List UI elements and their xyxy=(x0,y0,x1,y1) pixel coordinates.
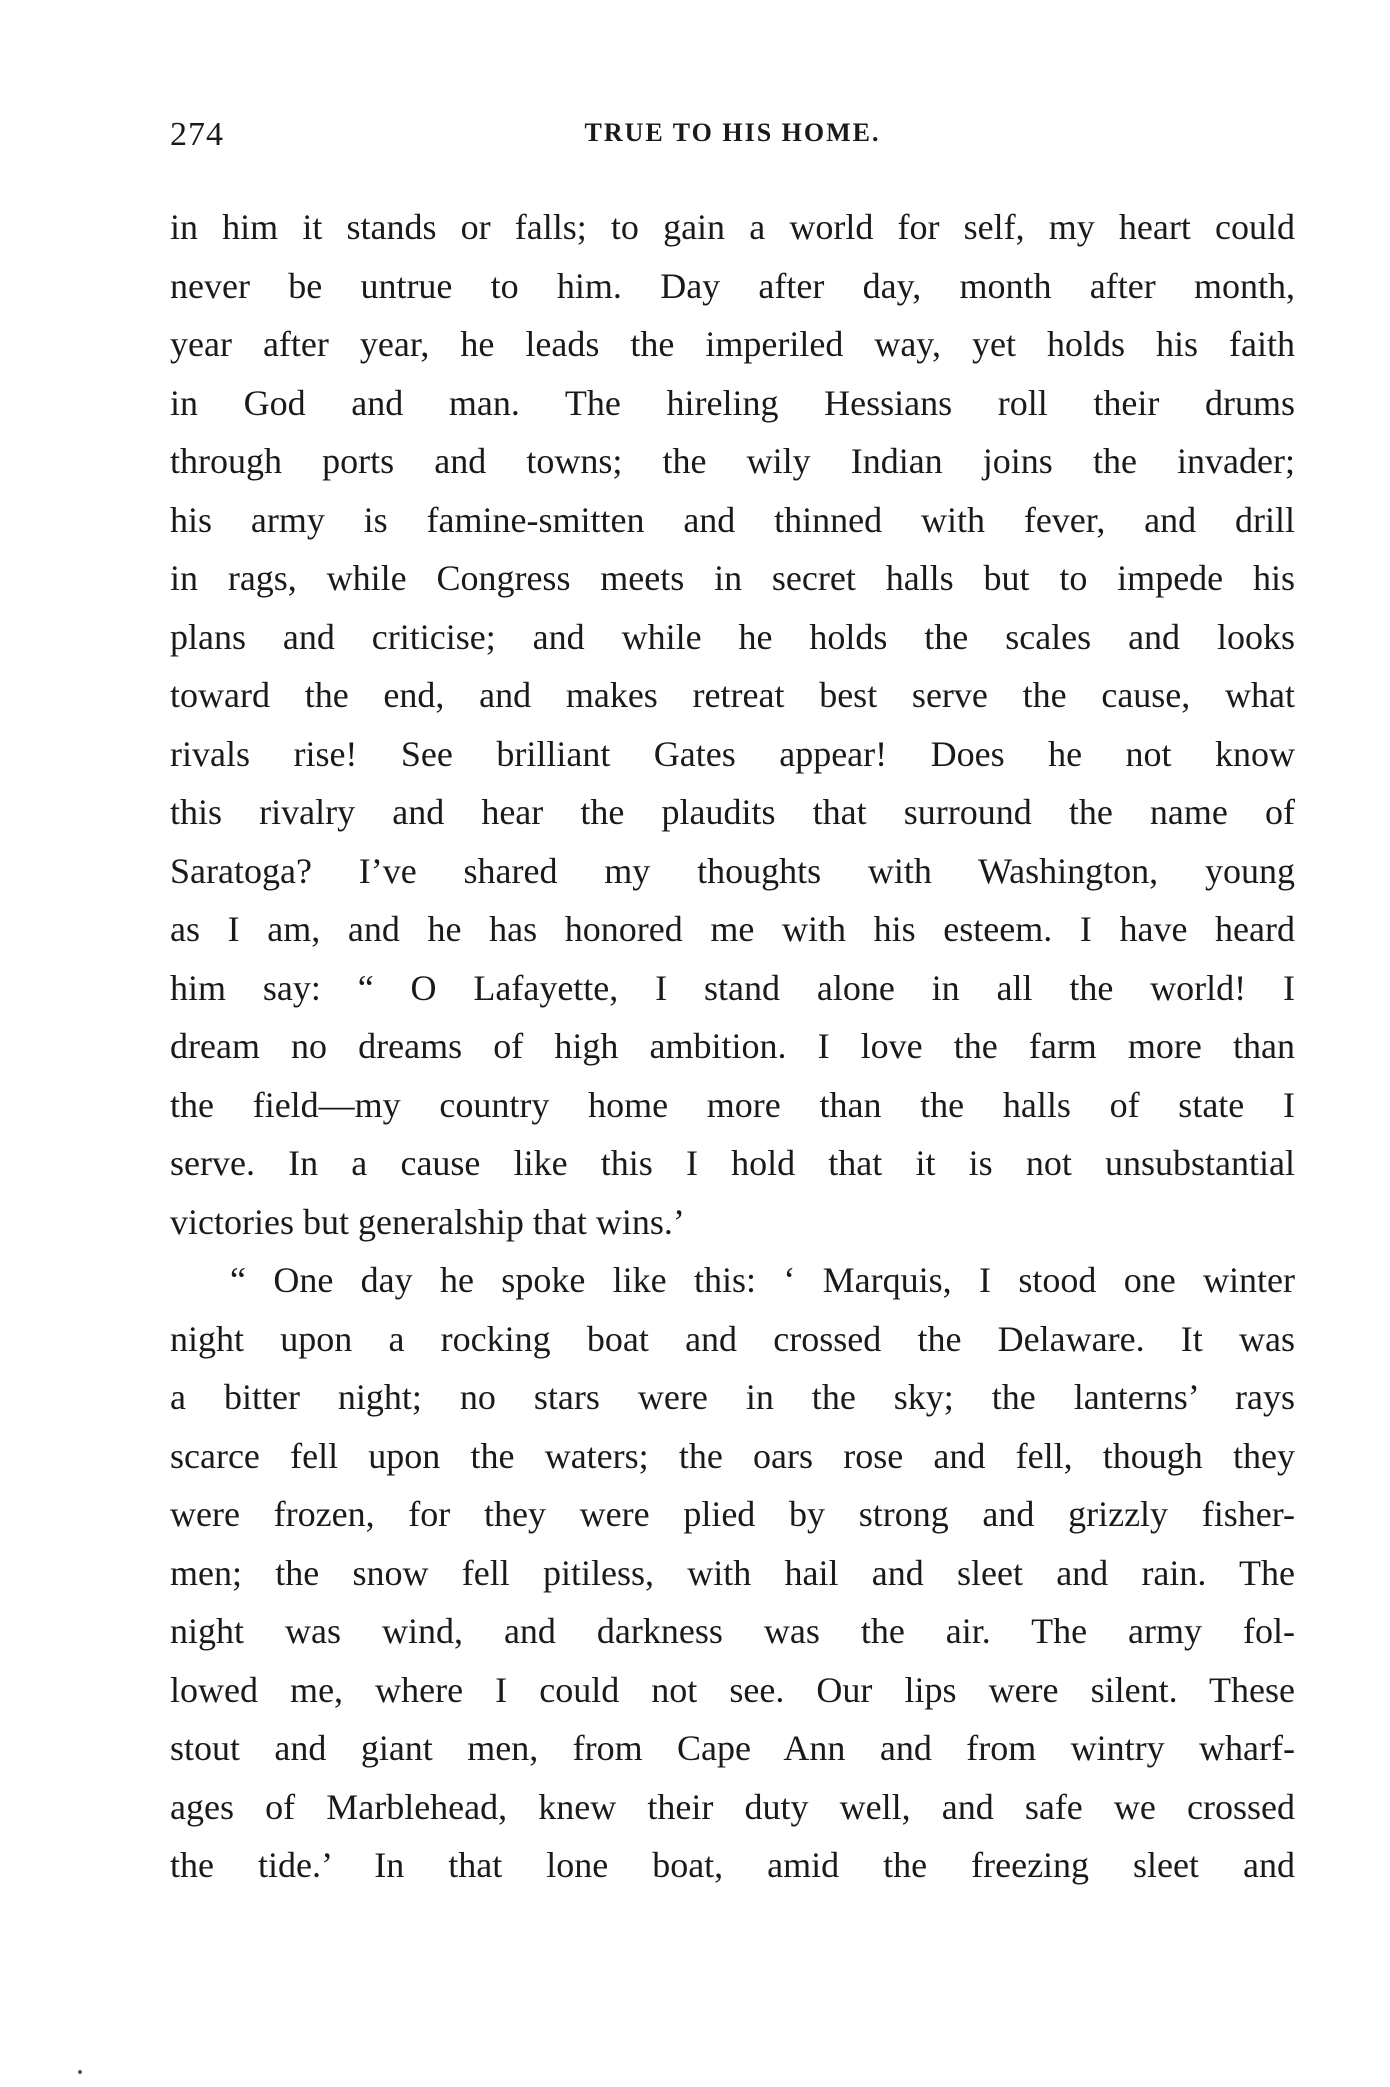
text-line: night upon a rocking boat and crossed the Delaware. It was xyxy=(170,1318,1295,1359)
text-line: the field—my country home more than the halls of state I xyxy=(170,1084,1295,1125)
paragraph-start-line: “ One day he spoke like this: ‘ Marquis, I stood one winter xyxy=(230,1260,1295,1300)
text-line: through ports and towns; the wily Indian joins the invader; xyxy=(170,441,1295,481)
text-line: Saratoga? I’ve shared my thoughts with Washington, young xyxy=(170,850,1295,891)
text-line: in him it stands or falls; to gain a world for self, my heart could xyxy=(170,207,1295,247)
text-line: scarce fell upon the waters; the oars rose and fell, though they xyxy=(170,1435,1295,1476)
text-line: in rags, while Congress meets in secret halls but to impede his xyxy=(170,558,1295,598)
text-line: ages of Marblehead, knew their duty well, and safe we crossed xyxy=(170,1786,1295,1827)
text-line: a bitter night; no stars were in the sky; the lanterns’ rays xyxy=(170,1377,1295,1417)
text-line: men; the snow fell pitiless, with hail and sleet and rain. The xyxy=(170,1552,1295,1593)
text-line: plans and criticise; and while he holds the scales and looks xyxy=(170,616,1295,657)
text-line: the tide.’ In that lone boat, amid the freezing sleet and xyxy=(170,1845,1295,1885)
text-line: in God and man. The hireling Hessians roll their drums xyxy=(170,382,1295,423)
text-line: serve. In a cause like this I hold that it is not unsubstantial xyxy=(170,1143,1295,1183)
text-line: dream no dreams of high ambition. I love the farm more than xyxy=(170,1026,1295,1066)
running-title: TRUE TO HIS HOME. xyxy=(584,118,881,147)
page-number: 274 xyxy=(170,116,224,153)
text-line: year after year, he leads the imperiled way, yet holds his faith xyxy=(170,324,1295,364)
text-line: night was wind, and darkness was the air. The army fol- xyxy=(170,1611,1295,1651)
body-text xyxy=(170,198,1295,1895)
text-line: him say: “ O Lafayette, I stand alone in all the world! I xyxy=(170,967,1295,1008)
text-line: stout and giant men, from Cape Ann and from wintry wharf- xyxy=(170,1728,1295,1768)
text-line: were frozen, for they were plied by strong and grizzly fisher- xyxy=(170,1494,1295,1534)
paragraph-end-line: victories but generalship that wins.’ xyxy=(170,1201,685,1242)
text-line: rivals rise! See brilliant Gates appear! Does he not know xyxy=(170,733,1295,774)
text-line: toward the end, and makes retreat best serve the cause, what xyxy=(170,675,1295,715)
text-line: never be untrue to him. Day after day, month after month, xyxy=(170,265,1295,306)
scan-speck xyxy=(78,2070,82,2074)
text-line: lowed me, where I could not see. Our lips were silent. These xyxy=(170,1669,1295,1710)
running-head xyxy=(170,116,1295,164)
text-line: his army is famine-smitten and thinned with fever, and drill xyxy=(170,499,1295,540)
text-line: as I am, and he has honored me with his esteem. I have heard xyxy=(170,909,1295,949)
text-line: this rivalry and hear the plaudits that surround the name of xyxy=(170,792,1295,832)
